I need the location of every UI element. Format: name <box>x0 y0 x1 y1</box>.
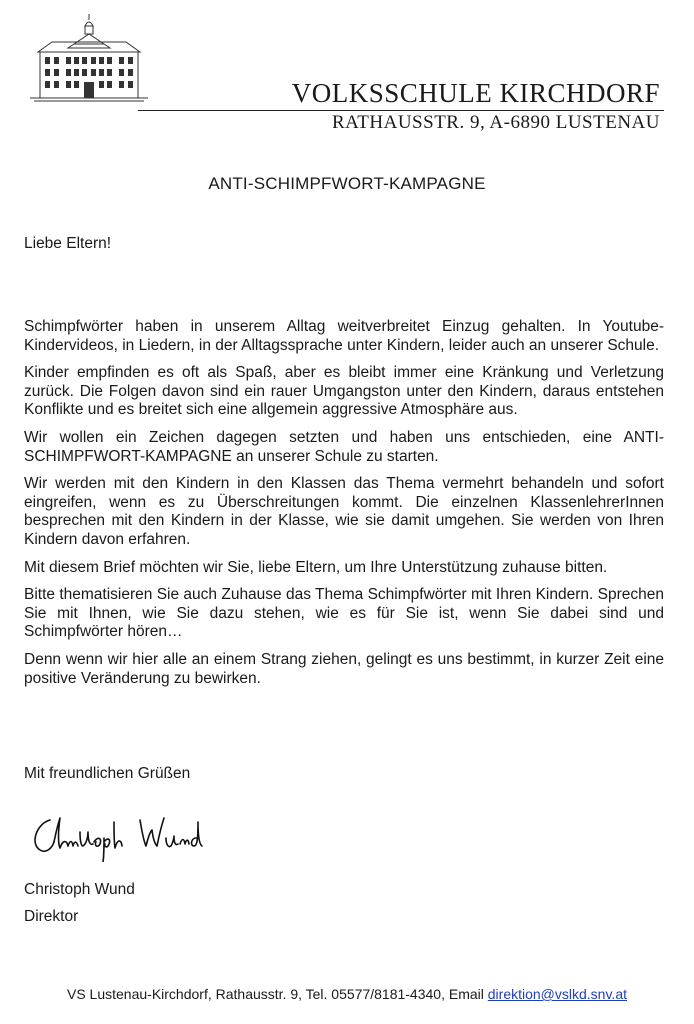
email-link[interactable]: direktion@vslkd.snv.at <box>487 986 627 1002</box>
salutation: Liebe Eltern! <box>24 235 112 252</box>
footer <box>0 986 694 1002</box>
school-name: VOLKSSCHULE KIRCHDORF <box>291 78 660 108</box>
paragraph: Bitte thematisieren Sie auch Zuhause das Thema Schimpfwörter mit Ihren Kindern. Sprechen Sie mit Ihnen, wie Sie dazu stehen, wie es für Sie ist, wenn Sie dabei sind und Schimpfwörter hören… <box>24 586 664 641</box>
footer-text: VS Lustenau-Kirchdorf, Rathausstr. 9, Tel. 05577/8181-4340, Email <box>66 986 488 1002</box>
document-title: ANTI-SCHIMPFWORT-KAMPAGNE <box>208 174 486 193</box>
paragraph: Schimpfwörter haben in unserem Alltag weitverbreitet Einzug gehalten. In Youtube-Kindervideos, in Liedern, in der Alltagssprache unter Kindern, leider auch an unserer Schule. <box>24 318 664 354</box>
paragraph: Kinder empfinden es oft als Spaß, aber es bleibt immer eine Kränkung und Verletzung zurück. Die Folgen davon sind ein rauer Umgangston unter den Kindern, daraus entstehen Konflikte und es breitet sich eine allgemein aggressive Atmosphäre aus. <box>24 364 664 419</box>
header-divider <box>138 110 664 111</box>
closing: Mit freundlichen Grüßen <box>24 765 191 782</box>
signer-name: Christoph Wund <box>24 881 135 898</box>
school-address: RATHAUSSTR. 9, A-6890 LUSTENAU <box>332 112 660 133</box>
paragraph: Wir werden mit den Kindern in den Klassen das Thema vermehrt behandeln und sofort eingreifen, wenn es zu Überschreitungen kommt. Die einzelnen KlassenlehrerInnen besprechen mit den Kindern in der Klasse, wie sie damit umgehen. Sie werden von Ihren Kindern davon erfahren. <box>24 475 664 548</box>
handwritten-signature <box>28 802 208 862</box>
letter-body <box>24 318 664 697</box>
paragraph: Mit diesem Brief möchten wir Sie, liebe Eltern, um Ihre Unterstützung zuhause bitten. <box>24 558 608 576</box>
paragraph: Wir wollen ein Zeichen dagegen setzten und haben uns entschieden, eine ANTI-SCHIMPFWORT-KAMPAGNE an unserer Schule zu starten. <box>24 428 664 465</box>
school-building-logo <box>30 12 148 104</box>
paragraph: Denn wenn wir hier alle an einem Strang ziehen, gelingt es uns bestimmt, in kurzer Zeit eine positive Veränderung zu bewirken. <box>24 650 664 687</box>
signer-title: Direktor <box>24 908 79 925</box>
